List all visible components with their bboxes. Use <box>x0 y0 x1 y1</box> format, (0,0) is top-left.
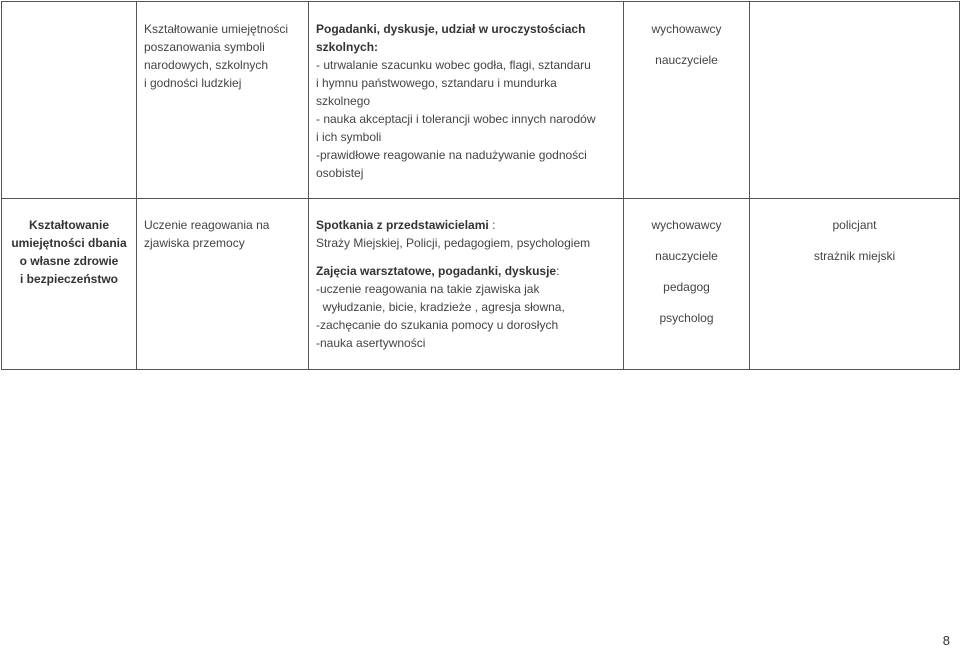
workshop-line: -nauka asertywności <box>316 336 426 350</box>
area-line: o własne zdrowie <box>19 254 119 268</box>
workshop-line: -uczenie reagowania na takie zjawiska jak <box>316 282 540 296</box>
activity-line: -prawidłowe reagowanie na nadużywanie godności <box>316 148 587 162</box>
responsible-item: pedagog <box>663 280 710 294</box>
activities-cell <box>309 2 624 199</box>
workshop-line: wyłudzanie, bicie, kradzieże , agresja słowna, <box>316 300 565 314</box>
responsible-item: nauczyciele <box>655 249 718 263</box>
responsible-item: wychowawcy <box>651 218 722 232</box>
activities-cell <box>309 199 624 370</box>
workshops-heading-suffix: : <box>556 264 560 278</box>
activity-line: osobistej <box>316 166 364 180</box>
activities-heading: Pogadanki, dyskusje, udział w uroczystościach <box>316 22 586 36</box>
workshop-line: -zachęcanie do szukania pomocy u dorosłych <box>316 318 559 332</box>
partner-item: strażnik miejski <box>813 249 896 263</box>
activities-heading: szkolnych: <box>316 40 379 54</box>
activity-line: - nauka akceptacji i tolerancji wobec innych narodów <box>316 112 596 126</box>
responsible-cell <box>624 2 750 199</box>
activity-line: szkolnego <box>316 94 371 108</box>
spacer <box>316 252 617 262</box>
partners-cell <box>750 199 960 370</box>
meetings-line: Straży Miejskiej, Policji, pedagogiem, psychologiem <box>316 236 591 250</box>
activity-line: i ich symboli <box>316 130 382 144</box>
responsible-cell <box>624 199 750 370</box>
goal-line: Kształtowanie umiejętności <box>144 22 289 36</box>
area-cell-empty <box>2 2 137 199</box>
partners-cell-empty <box>750 2 960 199</box>
workshops-heading: Zajęcia warsztatowe, pogadanki, dyskusje <box>316 264 557 278</box>
goal-line: i godności ludzkiej <box>144 76 242 90</box>
goal-line: poszanowania symboli <box>144 40 265 54</box>
goal-line: zjawiska przemocy <box>144 236 245 250</box>
responsible-item: psycholog <box>659 311 714 325</box>
area-line: umiejętności dbania <box>11 236 127 250</box>
activity-line: - utrwalanie szacunku wobec godła, flagi, sztandaru <box>316 58 591 72</box>
table-row <box>2 2 960 199</box>
goal-cell <box>137 199 309 370</box>
area-line: Kształtowanie <box>28 218 109 232</box>
table-row <box>2 199 960 370</box>
responsible-item: nauczyciele <box>655 53 718 67</box>
meetings-heading-line <box>316 216 617 234</box>
goal-line: Uczenie reagowania na <box>144 218 270 232</box>
partner-item: policjant <box>832 218 877 232</box>
activity-line: i hymnu państwowego, sztandaru i mundurka <box>316 76 557 90</box>
responsible-item: wychowawcy <box>651 22 722 36</box>
goal-line: narodowych, szkolnych <box>144 58 269 72</box>
page-number: 8 <box>942 633 950 648</box>
area-cell <box>2 199 137 370</box>
workshops-heading-line <box>316 262 617 280</box>
meetings-heading: Spotkania z przedstawicielami <box>316 218 489 232</box>
education-plan-table <box>1 1 960 370</box>
goal-cell <box>137 2 309 199</box>
area-line: i bezpieczeństwo <box>19 272 119 286</box>
meetings-heading-suffix: : <box>488 218 496 232</box>
